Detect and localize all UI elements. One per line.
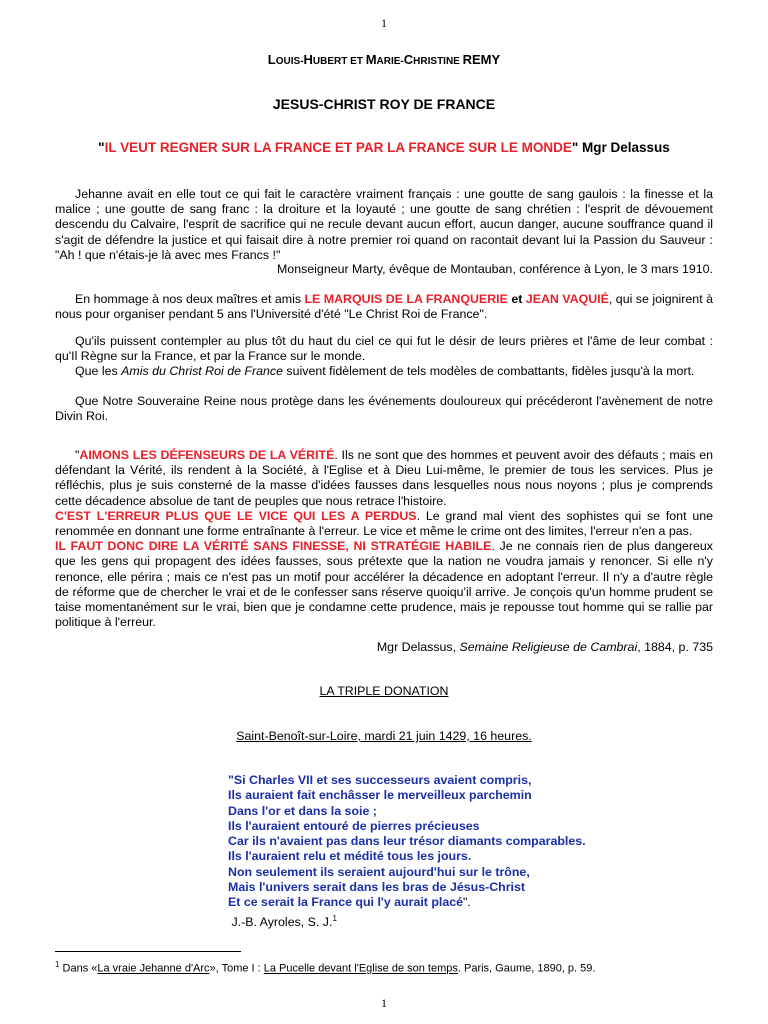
footnote-ref[interactable]: 1 (332, 913, 337, 923)
paragraph-hommage: En hommage à nos deux maîtres et amis LE MARQUIS DE LA FRANQUERIE et JEAN VAQUIÉ, qui se joignirent à nous pour organiser pendant 5 ans l'Université d'été "Le Christ Roi de France". (55, 292, 713, 322)
poem-line: Non seulement ils seraient aujourd'hui sur le trône, (228, 864, 530, 879)
paragraph-jehanne: Jehanne avait en elle tout ce qui fait le caractère vraiment français : une goutte de sang gaulois : la finesse et la malice ; une goutte de sang franc : la droiture et la loyauté ; une goutte de sang chrétien : l'esprit de dévouement descendu du Calvaire, l'esprit de sacrifice qui ne recule devant aucun effort, aucun danger, aucune souffrance quand il s'agit de défendre la justice et qui faisait dire à notre premier roi quand on racontait devant lui la Passion du Sauveur : "Ah ! que n'étais-je là avec mes Francs !" (55, 187, 713, 262)
quote-red-1: AIMONS LES DÉFENSEURS DE LA VÉRITÉ (79, 448, 335, 462)
attribution-delassus: Mgr Delassus, Semaine Religieuse de Cambrai, 1884, p. 735 (376, 640, 713, 654)
attribution-marty: Monseigneur Marty, évêque de Montauban, conférence à Lyon, le 3 mars 1910. (276, 262, 713, 276)
dateline: Saint-Benoît-sur-Loire, mardi 21 juin 1429, 16 heures. (236, 729, 532, 743)
poem-line: Ils l'auraient entouré de pierres précieuses (228, 818, 480, 833)
poem-signature: J.-B. Ayroles, S. J.$^1$ (231, 913, 337, 929)
document-title: JESUS-CHRIST ROY DE FRANCE (272, 96, 496, 112)
quote-delassus: "AIMONS LES DÉFENSEURS DE LA VÉRITÉ. Ils ne sont que des hommes et peuvent avoir des défauts ; mais en défendant la Vérité, ils rendent à la Société, à l'Eglise et à Dieu Lui-même, le premier de tous les services. Plus je réfléchis, plus je suis consterné de la masse d'idées fausses dans lesquelles nous nous noyons ; plus je comprends cette décadence absolue de tant de peuples que nous retrace l'histoire. C'EST L'ERREUR PLUS QUE LE VICE QUI LES A PERDUS. Le grand mal vient des sophistes qui se font une renommée en donnant une forme entraînante à l'erreur. Le vice et même le crime ont des limites, l'erreur n'en a pas. IL FAUT DONC DIRE LA VÉRITÉ SANS FINESSE, NI STRATÉGIE HABILE. Je ne connais rien de plus dangereux que les gens qui propagent des idées fausses, sous prétexte que la nation ne voudra jamais y renoncer. Si elle n'y renonce, elle périra ; mais ce n'est pas un motif pour accélérer la décadence en adoptant l'erreur. Il n'y a d'autre règle de réforme que de chercher le vrai et de le confesser sans réserve quoiqu'il arrive. Je conçois qu'un homme prudent se taise momentanément sur le vrai, bien que je condamne cette prudence, mais je repousse tout homme qui se rallie par politique à l'erreur. (55, 448, 714, 630)
name-vaquie: JEAN VAQUIÉ (525, 292, 609, 306)
epigraph-quote: IL VEUT REGNER SUR LA FRANCE ET PAR LA FRANCE SUR LE MONDE (104, 140, 572, 155)
footer-page-number: 1 (381, 996, 387, 1010)
header-page-number: 1 (381, 16, 387, 30)
epigraph: "IL VEUT REGNER SUR LA FRANCE ET PAR LA FRANCE SUR LE MONDE" Mgr Delassus (98, 140, 670, 155)
poem-line: Car ils n'avaient pas dans leur trésor diamants comparables. (228, 834, 586, 849)
quote-red-2: C'EST L'ERREUR PLUS QUE LE VICE QUI LES A PERDUS (55, 508, 417, 523)
poem-line: Dans l'or et dans la soie ; (228, 803, 377, 818)
section-title: LA TRIPLE DONATION (319, 684, 449, 698)
paragraph-reine: Que Notre Souveraine Reine nous protège dans les événements douloureux qui précéderont l'avènement de notre Divin Roi. (55, 394, 713, 424)
name-franquerie: LE MARQUIS DE LA FRANQUERIE (304, 292, 508, 306)
poem-line: Mais l'univers serait dans les bras de Jésus-Christ (228, 880, 526, 895)
footnote: $^1$ Dans «La vraie Jehanne d'Arc», Tome I : La Pucelle devant l'Eglise de son temps. Paris, Gaume, 1890, p. 59. (55, 960, 596, 975)
footnote-divider (55, 951, 241, 952)
poem (228, 773, 708, 930)
poem-line: "Si Charles VII et ses successeurs avaient compris, (228, 773, 532, 787)
poem-line: Ils auraient fait enchâsser le merveilleux parchemin (228, 788, 532, 803)
authors: LOUIS-HUBERT ET MARIE-CHRISTINE REMY (267, 52, 501, 67)
paragraph-amis: Que les Amis du Christ Roi de France suivent fidèlement de tels modèles de combattants, fidèles jusqu'à la mort. (75, 364, 695, 378)
poem-line: Et ce serait la France qui l'y aurait placé". (228, 895, 471, 910)
poem-line: Ils l'auraient relu et médité tous les jours. (228, 849, 472, 864)
paragraph-contempler: Qu'ils puissent contempler au plus tôt du haut du ciel ce qui fut le désir de leurs prières et l'âme de leur combat : qu'Il Règne sur la France, et par la France sur le monde. (55, 334, 713, 364)
quote-red-3: IL FAUT DONC DIRE LA VÉRITÉ SANS FINESSE, NI STRATÉGIE HABILE (55, 539, 492, 554)
